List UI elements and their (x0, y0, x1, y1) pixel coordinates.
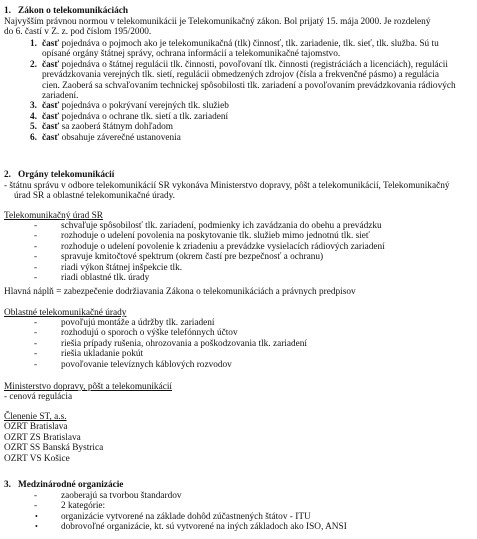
section-1-heading (4, 6, 128, 16)
dash-marker: - (34, 328, 38, 339)
tu-main-purpose: Hlavná náplň = zabezpečenie dodržiavania Zákona o telekomunikáciách a právnych predpisov (4, 287, 356, 297)
list-item (34, 501, 469, 511)
item-number: 4. (30, 111, 37, 122)
oblastne-urady-heading: Oblastné telekomunikačné úrady (4, 308, 127, 318)
law-parts-list (30, 39, 469, 143)
item-text: riešia prípady rušenia, ohrozovania a poškodzovania tlk. zariadení (61, 338, 308, 349)
list-item (34, 328, 469, 338)
dash-marker: - (34, 318, 38, 328)
item-text: cien. Zaoberá sa schvaľovaním technickej spôsobilosti tlk. zariadení a povoľovaním prevádzkovania rádiových (42, 80, 456, 91)
clenenie-block (4, 412, 471, 464)
item-text: 2 kategórie: (61, 501, 106, 512)
bullet-marker: • (35, 512, 38, 521)
dash-marker: - (34, 252, 38, 263)
tu-duties-list (34, 221, 469, 283)
item-number: 6. (30, 132, 37, 143)
item-text: pojednáva o štátnej regulácii tlk. činnosti, povoľovaní tlk. činnosti (registráciách a licenciách), regulácii (61, 59, 448, 70)
item-keyword: časť (42, 39, 60, 49)
intro-line: Najvyšším právnou normou v telekomunikácii je Telekomunikačný zákon. Bol prijatý 15. mája 2000. Je rozdelený (4, 17, 431, 27)
list-item (30, 122, 469, 132)
list-item (34, 252, 469, 262)
item-keyword: časť (42, 59, 60, 70)
section-2-heading (4, 170, 114, 180)
item-text: dobrovoľné organizácie, kt. sú vytvorené na iných základoch ako ISO, ANSI (61, 522, 347, 533)
clenenie-item: OZRT SS Banská Bystrica (4, 443, 104, 454)
section-title: Medzinárodné organizácie (18, 480, 124, 490)
tu-note-wrap (4, 287, 471, 297)
ministry-block (4, 382, 471, 403)
section-number: 3. (4, 480, 11, 490)
item-text: rozhoduje o udelení povolenie k zriadeniu a prevádzke vysielacích rádiových zariadení (61, 241, 385, 252)
item-keyword: časť (42, 111, 60, 122)
item-keyword: časť (42, 101, 60, 112)
dash-marker: - (34, 241, 38, 252)
item-text: pojednáva o ochrane tlk. sietí a tlk. zariadení (61, 111, 229, 122)
list-item (30, 133, 469, 143)
item-text: povoľovanie televíznych káblových rozvodov (61, 359, 232, 370)
list-item (30, 39, 469, 60)
item-text: pojednáva o pojmoch ako je telekomunikačná (tlk) činnosť, tlk. zariadenie, tlk. sieť, tlk. služba. Sú tu (61, 39, 439, 49)
list-item (34, 242, 469, 252)
item-number: 2. (30, 59, 37, 70)
dash-marker: - (34, 262, 38, 273)
item-keyword: časť (42, 132, 60, 143)
intro-line: úrad SR a oblastné telekomunikačné úrady. (14, 191, 176, 202)
item-text: prevádzkovania verejných tlk. sietí, regulácii obmedzených zdrojov (čísla a frekvenčné pásmo) a regulácia (42, 70, 440, 81)
item-text: rozhodujú o sporoch o výške telefónnych účtov (61, 328, 238, 339)
item-text: obsahuje záverečné ustanovenia (61, 132, 181, 143)
intro-line: - štátnu správu v odbore telekomunikácií SR vykonáva Ministerstvo dopravy, pôšt a telekomunikácií, Telekomunikačný (4, 181, 450, 191)
list-item (34, 263, 469, 273)
section-number: 1. (4, 6, 11, 16)
section-title: Orgány telekomunikácií (18, 170, 115, 180)
list-item (34, 360, 469, 370)
clenenie-item: OZRT VS Košice (4, 453, 70, 464)
item-text: zariadení. (42, 91, 79, 102)
intl-org-list (34, 491, 469, 512)
dash-marker: - (34, 491, 38, 501)
clenenie-item: OZRT Bratislava (4, 422, 68, 433)
list-item (30, 60, 469, 102)
intro-line: do 6. častí v Z. z. pod číslom 195/2000. (4, 27, 152, 38)
tu-heading-wrap (4, 211, 471, 221)
item-text: opísané orgány štátnej správy, ochrana informácií a telekomunikačné tajomstvo. (42, 49, 341, 60)
item-text: povoľujú montáže a údržby tlk. zariadení (61, 318, 215, 328)
clenenie-item: OZRT ZS Bratislava (4, 432, 81, 443)
ou-heading-wrap (4, 308, 471, 318)
list-item (34, 221, 469, 231)
item-text: organizácie vytvorené na základe dohôd zúčastnených štátov - ITU (61, 512, 311, 522)
item-text: sa zaoberá štátnym dohľadom (61, 122, 174, 133)
item-number: 1. (30, 39, 37, 49)
section-3-heading (4, 480, 123, 490)
section-1-intro (4, 17, 471, 38)
dash-marker: - (34, 273, 38, 284)
list-item (34, 522, 469, 532)
clenenie-heading: Členenie ST, a.s. (4, 412, 67, 422)
list-item (34, 339, 469, 349)
section-2-intro (4, 181, 471, 202)
section-number: 2. (4, 170, 11, 180)
list-item (34, 318, 469, 328)
section-title: Zákon o telekomunikáciách (18, 6, 129, 16)
dash-marker: - (34, 221, 38, 231)
item-text: spravuje kmitočtové spektrum (okrem častí pre bezpečnosť a ochranu) (61, 252, 324, 263)
list-item (34, 512, 469, 522)
list-item (34, 273, 469, 283)
item-number: 3. (30, 101, 37, 112)
list-item (30, 112, 469, 122)
item-keyword: časť (42, 122, 60, 133)
telekomunikacny-urad-heading: Telekomunikačný úrad SR (4, 211, 104, 221)
dash-marker: - (34, 359, 38, 370)
item-text: pojednáva o pokrývaní verejných tlk. služieb (61, 101, 229, 112)
list-item (34, 231, 469, 241)
item-text: riadi oblastné tlk. úrady (61, 273, 150, 284)
list-item (30, 101, 469, 111)
dash-marker: - (34, 501, 38, 512)
dash-marker: - (34, 338, 38, 349)
bullet-marker: • (35, 522, 38, 532)
ministerstvo-text: - cenová regulácia (4, 392, 73, 403)
ministerstvo-heading: Ministerstvo dopravy, pôšt a telekomunikácií (4, 382, 173, 392)
dash-marker: - (34, 231, 38, 242)
ou-duties-list (34, 318, 469, 370)
item-text: zaoberajú sa tvorbou štandardov (61, 491, 182, 501)
item-number: 5. (30, 122, 37, 133)
list-item (34, 491, 469, 501)
item-text: schvaľuje spôsobilosť tlk. zariadení, podmienky ich zavádzania do obehu a prevádzku (61, 221, 382, 231)
item-text: riešia ukladanie pokút (61, 349, 144, 360)
dash-marker: - (34, 349, 38, 360)
item-text: riadi výkon štátnej inšpekcie tlk. (61, 262, 183, 273)
intl-org-categories (34, 512, 469, 533)
list-item (34, 349, 469, 359)
item-text: rozhoduje o udelení povolenia na poskytovanie tlk. služieb mimo jednotnú tlk. sieť (61, 231, 370, 242)
